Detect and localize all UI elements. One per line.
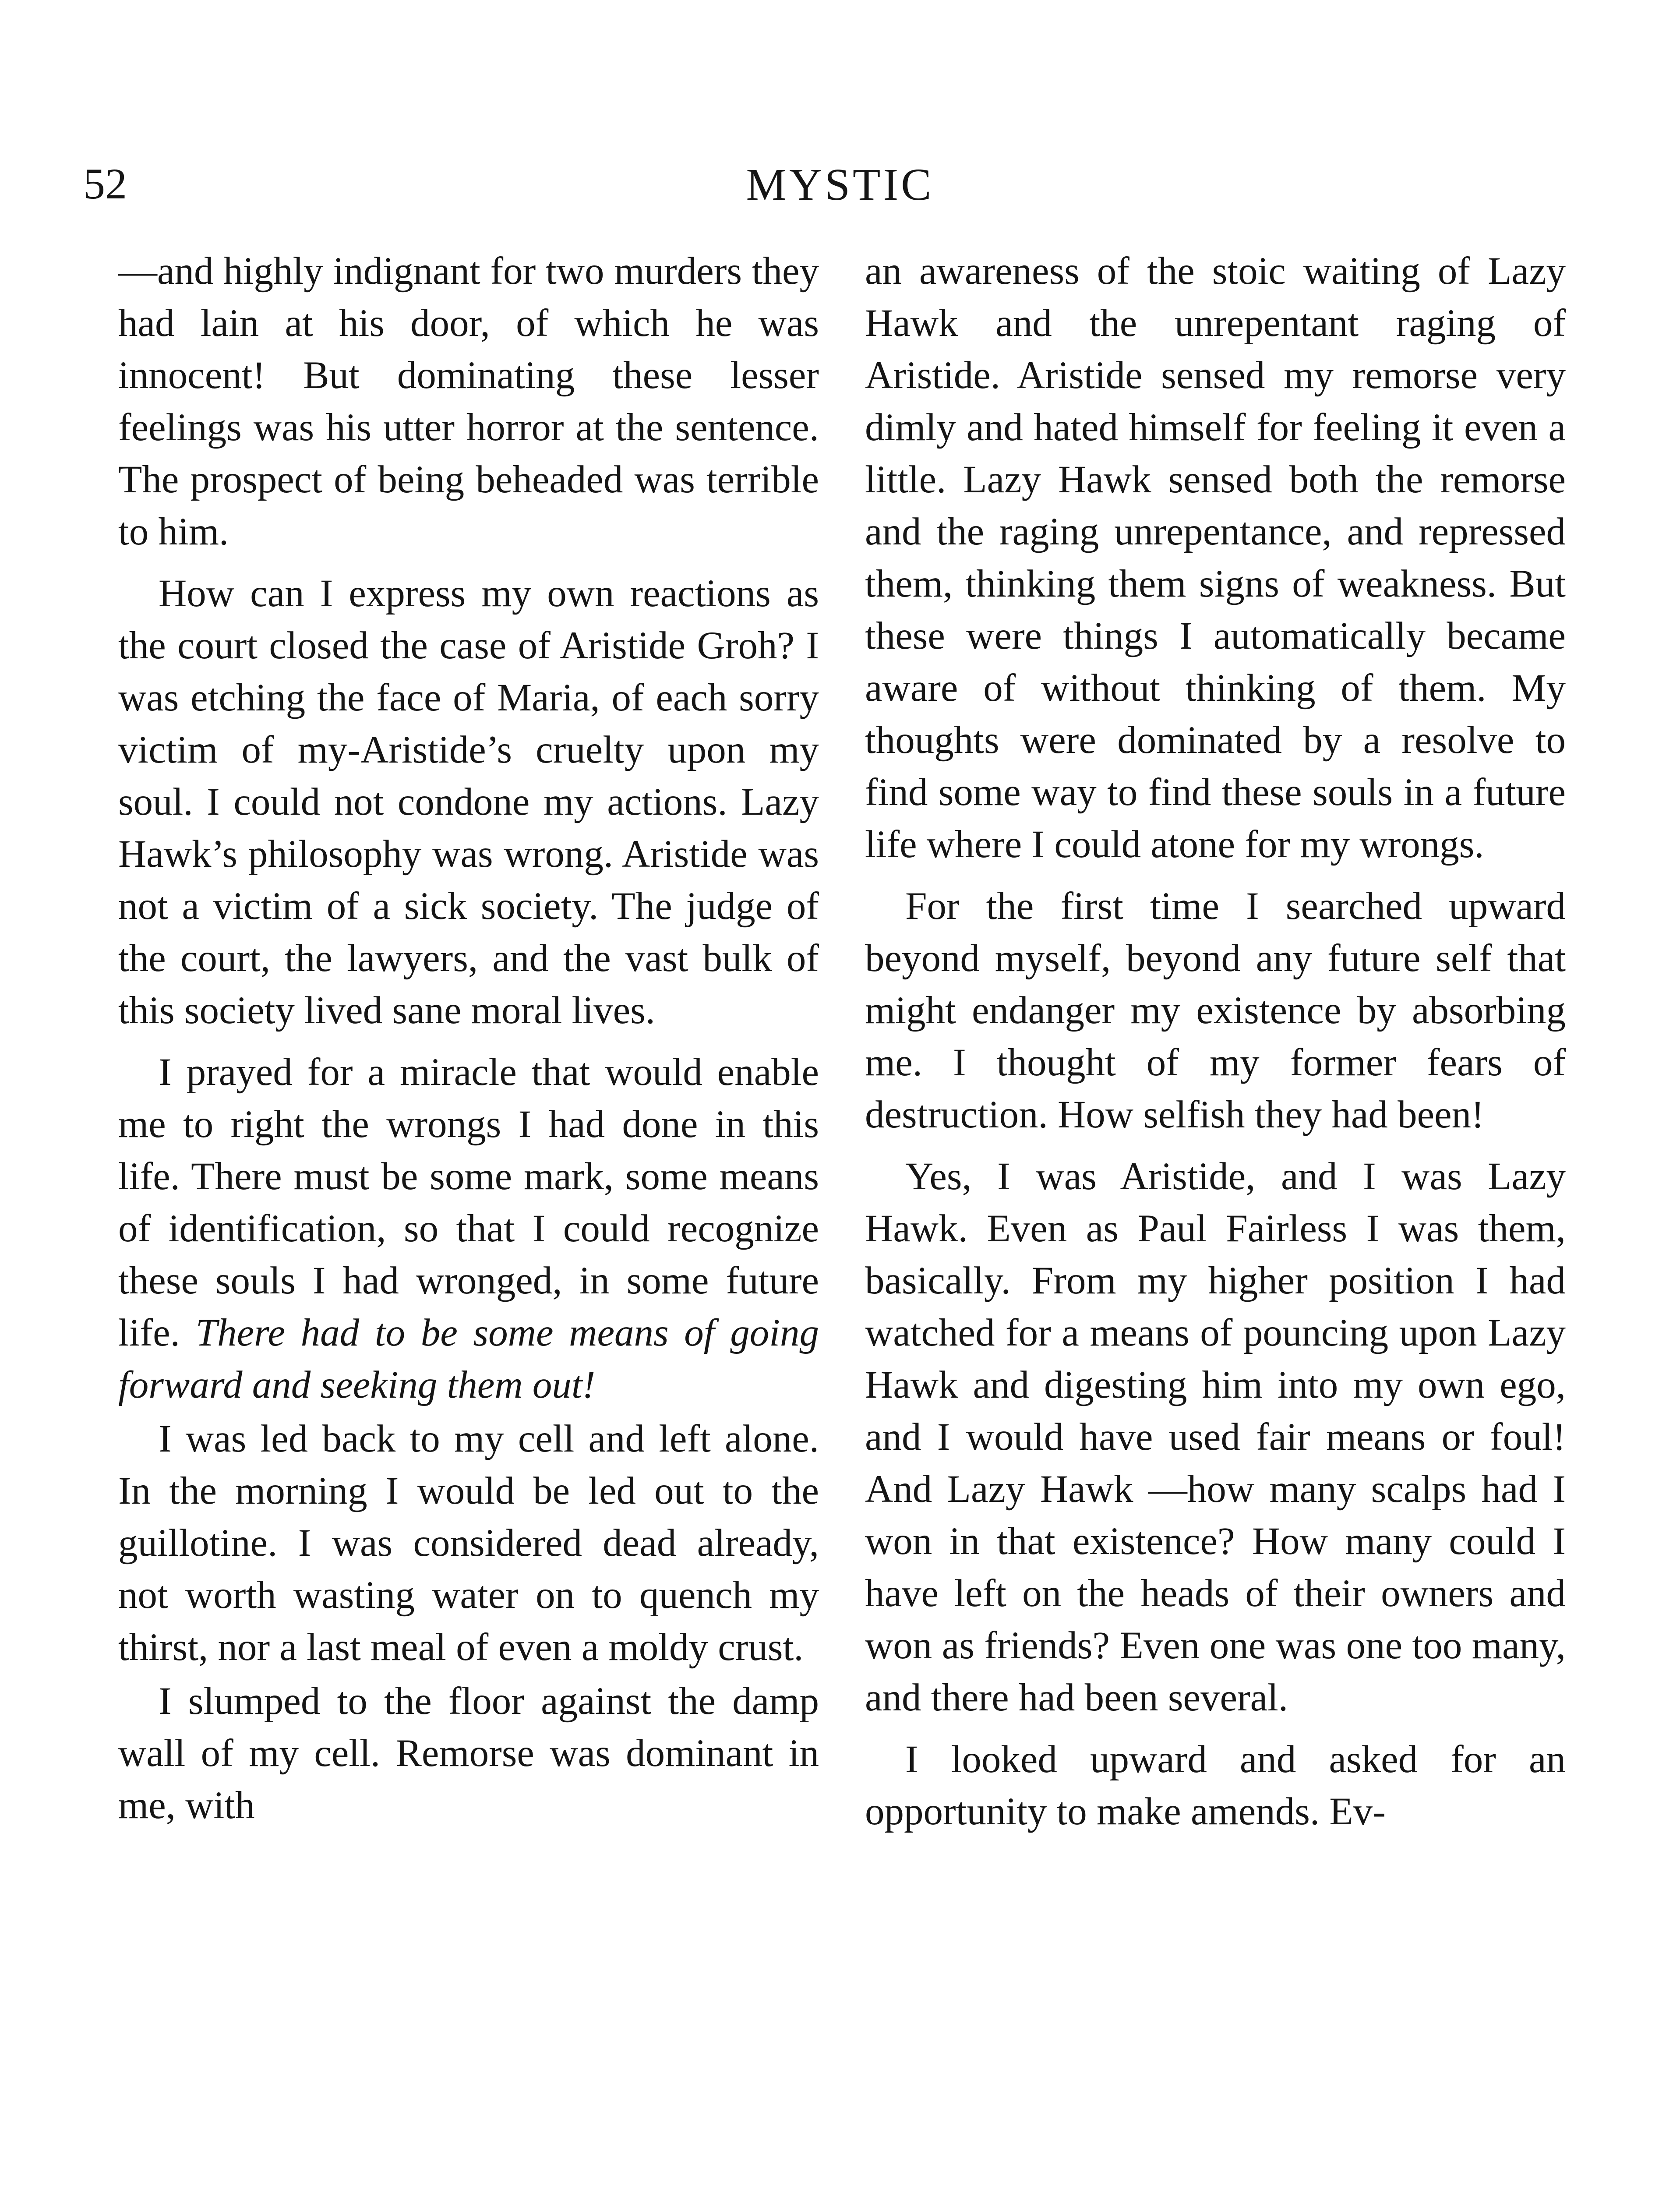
paragraph: How can I express my own reactions as the court closed the case of Aristide Groh? I was etching the face of Maria, of each sorry victim of my-Aristide’s cruelty upon my soul. I could not condone my actions. Lazy Hawk’s philosophy was wrong. Aristide was not a victim of a sick society. The judge of the court, the lawyers, and the vast bulk of this society lived sane moral lives. [118, 572, 819, 1032]
paragraph: an awareness of the stoic waiting of Lazy Hawk and the unrepentant raging of Aristide. Aristide sensed my remorse very dimly and hated himself for feeling it even a little. Lazy Hawk sensed both the remorse and the raging unrepentance, and repressed them, thinking them signs of weakness. But these were things I automatically became aware of without thinking of them. My thoughts were dominated by a resolve to find some way to find these souls in a future life where I could atone for my wrongs. [865, 250, 1566, 866]
paragraph: I was led back to my cell and left alone. In the morning I would be led out to the guillotine. I was considered dead already, not worth wasting water on to quench my thirst, nor a last meal of even a moldy crust. [118, 1417, 819, 1669]
paragraph: I slumped to the floor against the damp wall of my cell. Remorse was dominant in me, with [118, 1680, 819, 1827]
left-column [118, 245, 819, 1832]
paragraph: —and highly indignant for two murders they had lain at his door, of which he was innocent! But dominating these lesser feelings was his utter horror at the sentence. The prospect of being beheaded was terrible to him. [118, 250, 819, 553]
paragraph: For the first time I searched upward beyond myself, beyond any future self that might endanger my existence by absorbing me. I thought of my former fears of destruction. How selfish they had been! [865, 885, 1566, 1136]
paragraph: Yes, I was Aristide, and I was Lazy Hawk. Even as Paul Fairless I was them, basically. From my higher position I had watched for a means of pouncing upon Lazy Hawk and digesting him into my own ego, and I would have used fair means or foul! And Lazy Hawk —how many scalps had I won in that existence? How many could I have left on the heads of their owners and won as friends? Even one was one too many, and there had been several. [865, 1155, 1566, 1719]
italic-text: There had to be some means of going forward and seeking them out! [118, 1311, 819, 1406]
paragraph-text: I prayed for a miracle that would enable me to right the wrongs I had done in this life. There must be some mark, some means of identification, so that I could recognize these souls I had wronged, in some future life. [118, 1051, 819, 1354]
running-head-title: MYSTIC [746, 159, 934, 210]
page-number: 52 [83, 159, 127, 208]
paragraph: I looked upward and asked for an opportunity to make amends. Ev- [865, 1738, 1566, 1833]
paragraph [118, 1046, 819, 1411]
right-column [865, 245, 1566, 1838]
